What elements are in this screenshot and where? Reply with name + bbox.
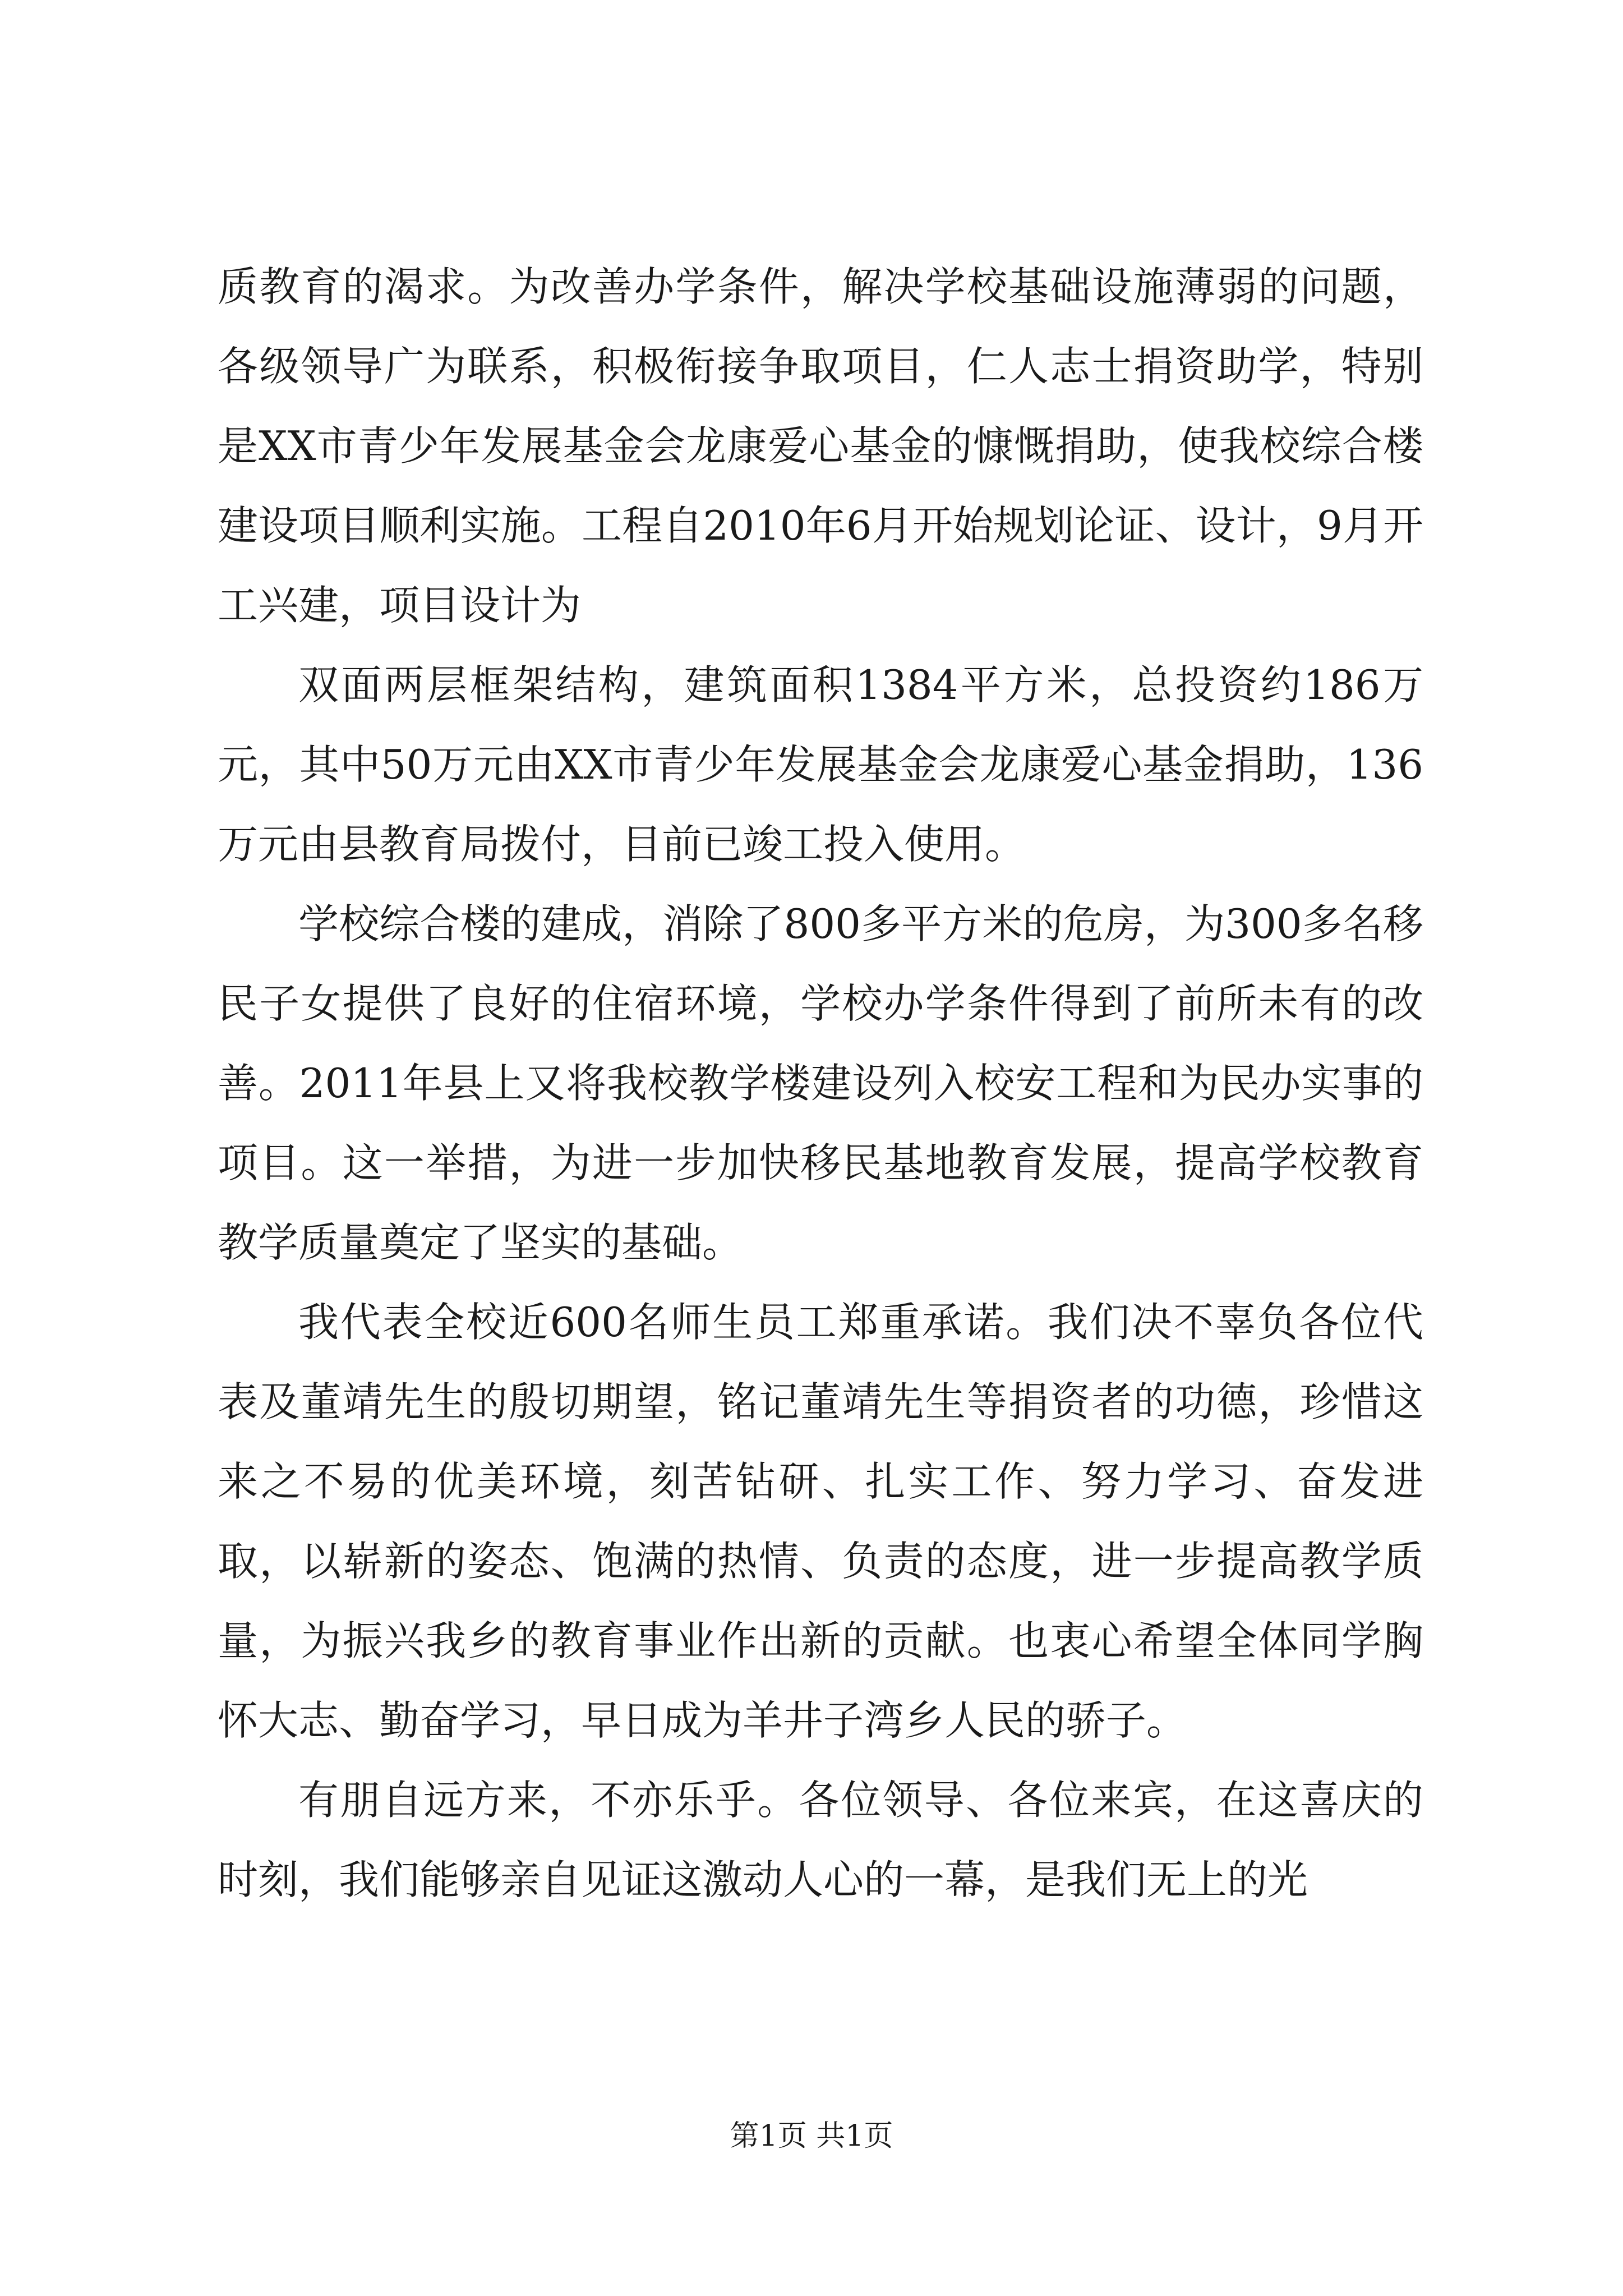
paragraph-building-completion: 学校综合楼的建成，消除了800多平方米的危房，为300多名移民子女提供了良好的住宿环境，学校办学条件得到了前所未有的改善。2011年县上又将我校教学楼建设列入校安工程和为民办实事的项目。这一举措，为进一步加快移民基地教育发展，提高学校教育教学质量奠定了坚实的基础。: [218, 900, 1423, 1266]
document-body: [218, 247, 1423, 1920]
page-number-footer: 第1页 共1页: [730, 2119, 893, 2153]
paragraph-pledge: 我代表全校近600名师生员工郑重承诺。我们决不辜负各位代表及董靖先生的殷切期望，铭记董靖先生等捐资者的功德，珍惜这来之不易的优美环境，刻苦钻研、扎实工作、努力学习、奋发进取，以崭新的姿态、饱满的热情、负责的态度，进一步提高教学质量，为振兴我乡的教育事业作出新的贡献。也衷心希望全体同学胸怀大志、勤奋学习，早日成为羊井子湾乡人民的骄子。: [218, 1299, 1423, 1744]
paragraph-welcome: 有朋自远方来，不亦乐乎。各位领导、各位来宾，在这喜庆的时刻，我们能够亲自见证这激动人心的一幕，是我们无上的光: [218, 1777, 1423, 1903]
paragraph-building-structure: 双面两层框架结构，建筑面积1384平方米，总投资约186万元，其中50万元由XX市青少年发展基金会龙康爱心基金捐助，136万元由县教育局拨付，目前已竣工投入使用。: [218, 661, 1423, 868]
paragraph-continued: 质教育的渴求。为改善办学条件，解决学校基础设施薄弱的问题，各级领导广为联系，积极衔接争取项目，仁人志士捐资助学，特别是XX市青少年发展基金会龙康爱心基金的慷慨捐助，使我校综合楼建设项目顺利实施。工程自2010年6月开始规划论证、设计，9月开工兴建，项目设计为: [218, 263, 1423, 629]
